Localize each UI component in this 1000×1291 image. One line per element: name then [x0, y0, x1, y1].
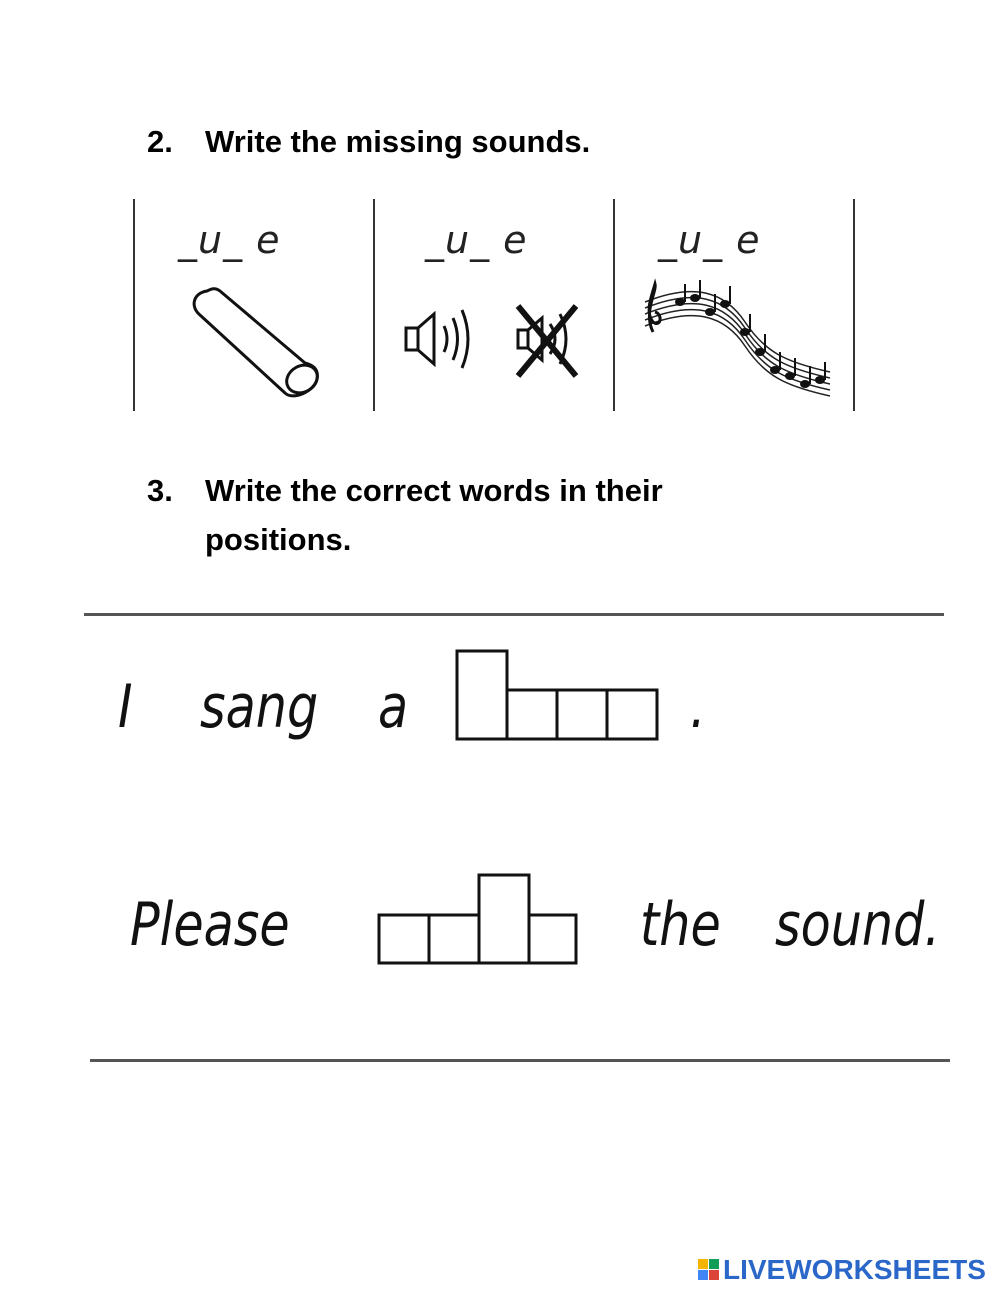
word-shape-boxes[interactable]	[454, 648, 664, 744]
sentence-1-period: .	[690, 672, 706, 742]
sentence-2-word: Please	[130, 890, 290, 960]
muted-speaker-icon	[518, 306, 576, 376]
sentence-2-word: sound.	[775, 890, 940, 960]
sentence-1-word: sang	[200, 672, 319, 742]
word-shape-boxes[interactable]	[376, 872, 581, 968]
letter-box[interactable]	[507, 690, 557, 739]
top-rule	[84, 613, 944, 616]
tube-icon	[185, 283, 325, 403]
letter-box[interactable]	[479, 875, 529, 963]
sentence-1-word: I	[118, 672, 133, 742]
speaker-icon	[406, 310, 468, 368]
question-number: 2.	[147, 124, 173, 159]
letter-box[interactable]	[379, 915, 429, 963]
letter-box[interactable]	[557, 690, 607, 739]
question-text-line-2: positions.	[205, 522, 352, 557]
table-divider	[613, 199, 615, 411]
word-pattern: _u_ e	[178, 218, 281, 262]
table-divider	[853, 199, 855, 411]
music-tune-icon	[635, 272, 835, 412]
liveworksheets-logo	[698, 1255, 986, 1285]
table-divider	[373, 199, 375, 411]
mute-speaker-icon	[400, 298, 590, 388]
letter-box[interactable]	[457, 651, 507, 739]
letter-box[interactable]	[607, 690, 657, 739]
word-pattern: _u_ e	[425, 218, 528, 262]
table-divider	[133, 199, 135, 411]
letter-box[interactable]	[529, 915, 576, 963]
bottom-rule	[90, 1059, 950, 1062]
letter-box[interactable]	[429, 915, 479, 963]
question-text: Write the missing sounds.	[205, 124, 591, 159]
sentence-2-word: the	[640, 890, 721, 960]
sentence-1-word: a	[378, 672, 409, 742]
word-pattern: _u_ e	[658, 218, 761, 262]
logo-blocks-icon	[698, 1259, 720, 1281]
question-number: 3.	[147, 473, 173, 508]
question-text-line-1: Write the correct words in their	[205, 473, 663, 508]
brand-name: LIVEWORKSHEETS	[723, 1254, 986, 1285]
